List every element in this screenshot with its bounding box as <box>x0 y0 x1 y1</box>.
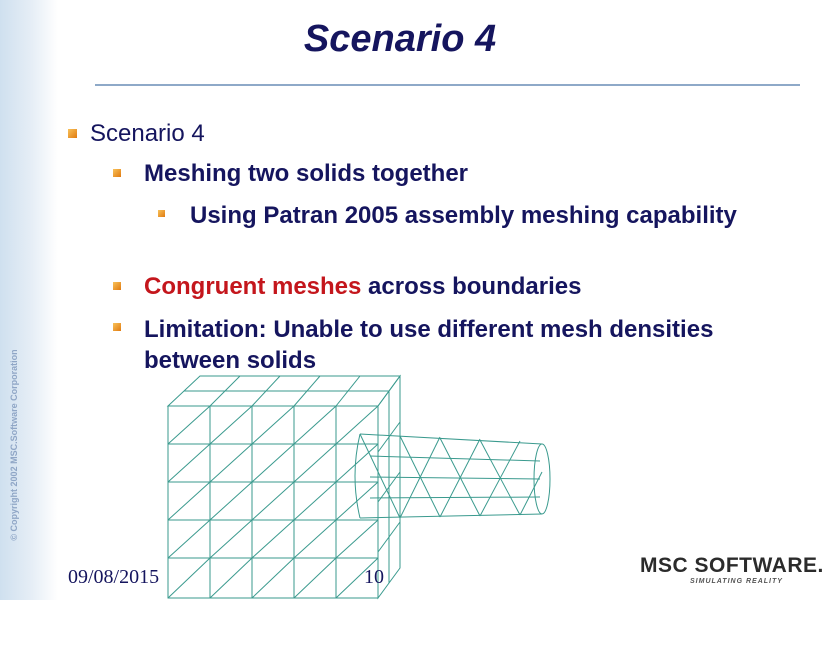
copyright-text: © Copyright 2002 MSC.Software Corporation <box>9 349 19 541</box>
bullet-congruent-text <box>144 273 581 301</box>
title-divider <box>95 84 800 86</box>
bullet-square-icon <box>113 169 121 177</box>
footer-page-number: 10 <box>364 566 384 588</box>
bullet-square-icon <box>113 282 121 290</box>
highlight-text: Congruent meshes <box>144 273 362 300</box>
company-logo <box>638 548 824 592</box>
footer-date: 09/08/2015 <box>68 566 160 588</box>
bullet-square-icon <box>113 323 121 331</box>
bullet-level1-text: Scenario 4 <box>90 120 205 147</box>
logo-tagline: SIMULATING REALITY <box>690 578 783 585</box>
mesh-illustration <box>160 372 560 598</box>
sidebar-watermark <box>0 0 58 600</box>
bullet-rest-text: across boundaries <box>361 273 582 300</box>
bullet-limitation-text: Limitation: Unable to use different mesh densities between solids <box>144 316 714 374</box>
bullet-meshing-text: Meshing two solids together <box>144 160 469 187</box>
bullet-square-icon <box>68 129 77 138</box>
bullet-assembly-text: Using Patran 2005 assembly meshing capability <box>190 202 737 229</box>
bullet-square-icon <box>158 210 165 217</box>
mesh-lines <box>168 376 550 598</box>
logo-brand-text: MSC SOFTWARE. <box>640 554 824 577</box>
slide-title: Scenario 4 <box>303 18 497 60</box>
